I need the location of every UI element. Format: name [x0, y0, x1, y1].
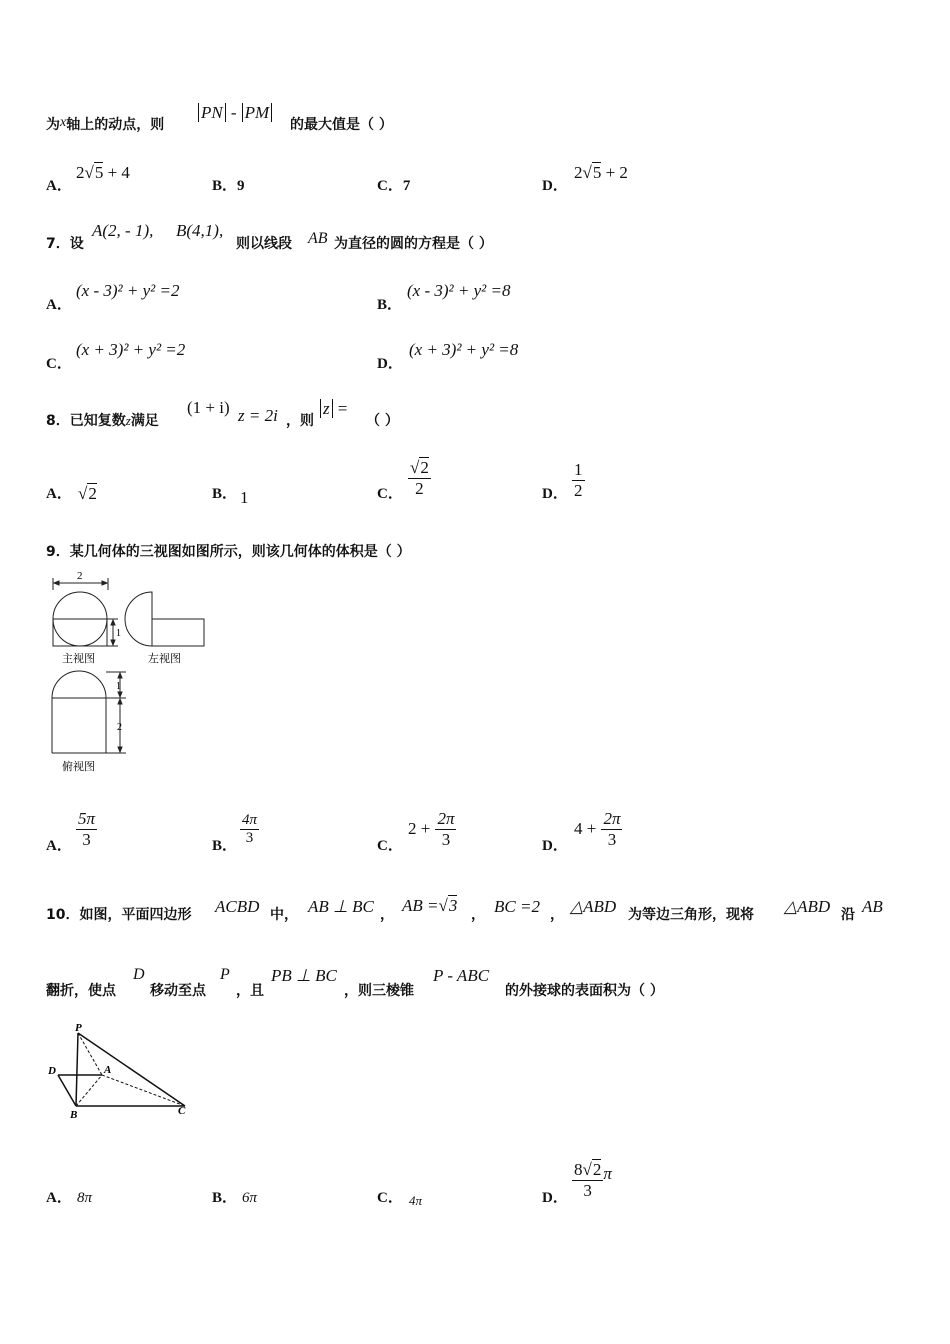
q10-line1-c: 为等边三角形，现将 — [628, 907, 754, 923]
top-view-label: 俯视图 — [62, 761, 95, 773]
fig-label-d: D — [48, 1065, 56, 1077]
side-view-label: 左视图 — [148, 653, 181, 665]
fig-label-a: A — [104, 1064, 112, 1076]
q6-option-a-label[interactable]: A． — [46, 178, 72, 194]
q10-cond-1: AB ⊥ BC — [308, 897, 374, 916]
q9-option-c-label[interactable]: C． — [377, 838, 403, 854]
q7-option-a-label[interactable]: A． — [46, 297, 72, 313]
q8-option-a-value: √2 — [78, 484, 97, 503]
q8-option-c-fraction: $\frac{√2}{2}$ — [410, 458, 429, 498]
q10-tri-1: △ABD — [570, 897, 617, 916]
q8-text-3: （ ） — [366, 413, 399, 429]
q10-option-d-label[interactable]: D． — [542, 1190, 568, 1206]
q6-option-d-label[interactable]: D． — [542, 178, 568, 194]
q6-abs-pm: PM — [242, 103, 273, 122]
q7-option-b-label[interactable]: B． — [377, 297, 403, 313]
q7-text-2: 为直径的圆的方程是（ ） — [334, 236, 493, 252]
dim-width-label: 2 — [77, 570, 83, 582]
q10-line2-d: ，则三棱锥 — [344, 983, 414, 999]
q9-option-c-value: 2 + $\frac{2\pi}{3}$ — [408, 809, 455, 849]
q6-var-x: x — [60, 115, 67, 130]
front-view — [53, 578, 118, 646]
q6-expression — [198, 103, 272, 123]
q7-option-d-value: (x + 3)² + y² =8 — [409, 340, 519, 359]
q6-option-a-value: 2√5 + 4 — [76, 163, 130, 182]
q6-option-c-label[interactable]: C．7 — [377, 178, 411, 194]
q8-text-2: ，则 — [286, 413, 314, 429]
q7-text: 则以线段 — [236, 236, 292, 252]
q7-point-a: A(2, - 1), — [92, 221, 154, 240]
q10-option-a-value: 8π — [77, 1190, 93, 1206]
dim-front-height-label: 1 — [116, 628, 121, 639]
fig-label-p: P — [75, 1022, 82, 1034]
q6-minus: - — [230, 103, 237, 122]
q6-abs-pn: PN — [198, 103, 226, 122]
q6-text-2: 轴上的动点，则 — [66, 117, 165, 133]
q6-option-b-label[interactable]: B．9 — [212, 178, 245, 194]
q10-comma-1: ， — [380, 907, 394, 923]
q7-number: 7．设 — [46, 236, 84, 252]
q10-line1-b: 中， — [270, 907, 298, 923]
q10-option-d-value: $\frac{8√2}{3}$ π — [574, 1160, 612, 1200]
q9-option-a-label[interactable]: A． — [46, 838, 72, 854]
side-view — [125, 592, 204, 646]
q7-segment-ab: AB — [308, 230, 328, 247]
q10-comma-3: ， — [550, 907, 564, 923]
q10-option-c-label[interactable]: C． — [377, 1190, 403, 1206]
q10-tri-2: △ABD — [784, 897, 831, 916]
q10-line2-c: ，且 — [236, 983, 264, 999]
fig-label-c: C — [178, 1105, 186, 1117]
q6-option-d-value: 2√5 + 2 — [574, 163, 628, 182]
q7-option-a-value: (x - 3)² + y² =2 — [76, 281, 180, 300]
q10-comma-2: ， — [471, 907, 485, 923]
q9-option-d-label[interactable]: D． — [542, 838, 568, 854]
q10-option-b-label[interactable]: B． — [212, 1190, 238, 1206]
dim-top-2-label: 2 — [117, 722, 122, 733]
q10-line2-e: 的外接球的表面积为（ ） — [505, 983, 664, 999]
q10-option-b-value: 6π — [242, 1190, 258, 1206]
q8-option-b-value: 1 — [240, 488, 249, 507]
q10-line2-b: 移动至点 — [150, 983, 206, 999]
q8-abs-z: z = — [320, 399, 347, 419]
top-view — [52, 671, 126, 753]
q7-option-c-label[interactable]: C． — [46, 356, 72, 372]
q10-line2-a: 翻折，使点 — [46, 983, 116, 999]
q7-option-b-value: (x - 3)² + y² =8 — [407, 281, 511, 300]
q10-quad: ACBD — [215, 897, 260, 916]
q7-option-c-value: (x + 3)² + y² =2 — [76, 340, 186, 359]
q7-point-b: B(4,1), — [176, 221, 224, 240]
q8-option-d-fraction: $\frac{1}{2}$ — [574, 460, 583, 500]
fig-label-b: B — [70, 1109, 78, 1121]
q9-stem: 9．某几何体的三视图如图所示，则该几何体的体积是（ ） — [46, 544, 411, 560]
q9-option-d-value: 4 + $\frac{2\pi}{3}$ — [574, 809, 621, 849]
q10-line1-d: 沿 — [841, 907, 855, 923]
q9-option-a-fraction: $\frac{5\pi}{3}$ — [78, 809, 96, 849]
q8-option-d-label[interactable]: D． — [542, 486, 568, 502]
q10-edge: AB — [862, 897, 883, 916]
dim-top-1-label: 1 — [116, 681, 121, 692]
q10-option-a-label[interactable]: A． — [46, 1190, 72, 1206]
q10-line1-a: 10．如图，平面四边形 — [46, 907, 192, 923]
q7-option-d-label[interactable]: D． — [377, 356, 403, 372]
q6-stem-end: 的最大值是（ ） — [290, 117, 393, 133]
q10-pyramid: P - ABC — [433, 966, 490, 985]
q10-cond-2: AB =√3 — [402, 896, 458, 915]
q8-option-c-label[interactable]: C． — [377, 486, 403, 502]
q9-option-b-label[interactable]: B． — [212, 838, 238, 854]
q10-cond-4: PB ⊥ BC — [271, 966, 337, 985]
q10-point-d: D — [133, 966, 145, 983]
q10-point-p: P — [220, 966, 230, 983]
q8-option-a-label[interactable]: A． — [46, 486, 72, 502]
q8-option-b-label[interactable]: B． — [212, 486, 238, 502]
q8-number: 8．已知复数z满足 — [46, 413, 159, 429]
q9-option-b-fraction: $\frac{4\pi}{3}$ — [242, 812, 258, 846]
q6-stem — [46, 114, 164, 134]
q8-equation-left: (1 + i) — [187, 398, 230, 417]
q10-cond-3: BC =2 — [494, 897, 540, 916]
q6-text-1: 为 — [46, 117, 60, 133]
q8-var-z: z — [125, 413, 131, 428]
q10-option-c-value: 4π — [409, 1193, 423, 1208]
front-view-label: 主视图 — [62, 653, 95, 665]
q10-figure — [40, 1018, 200, 1126]
q8-equation-right: z = 2i — [238, 406, 278, 425]
q9-three-view-figure — [40, 568, 220, 778]
